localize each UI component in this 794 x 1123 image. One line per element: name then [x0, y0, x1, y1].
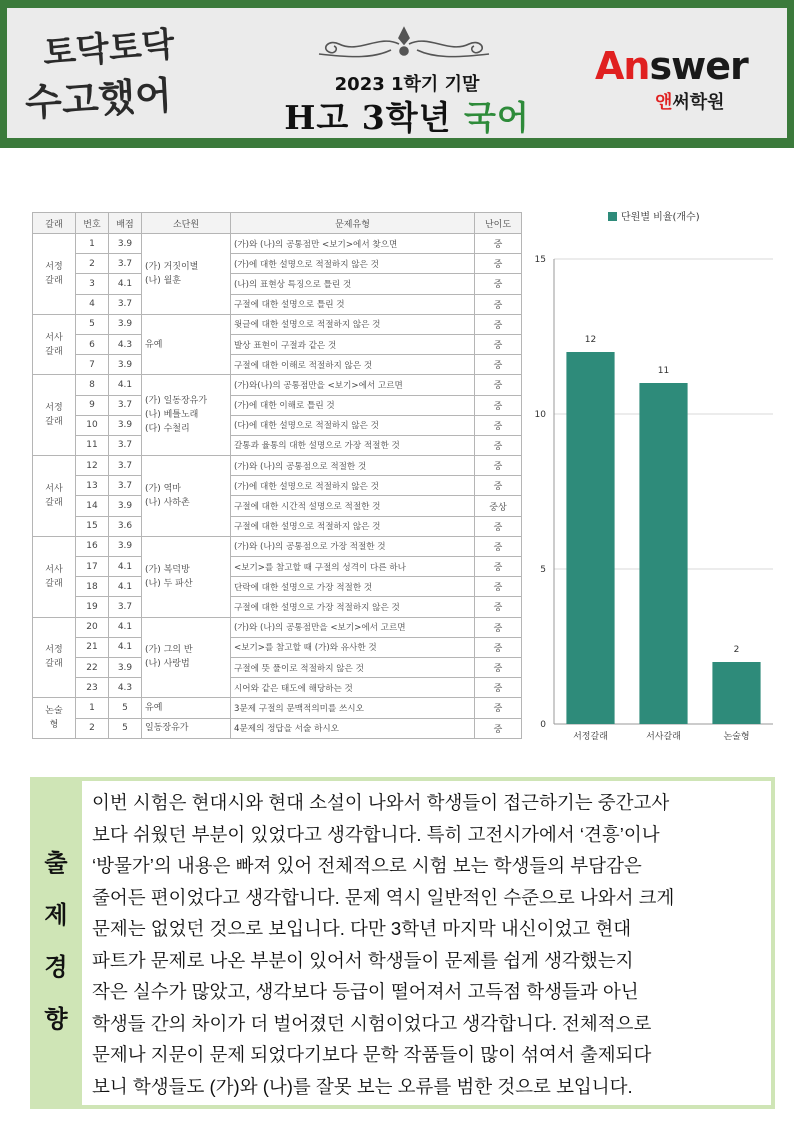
number-cell: 12: [76, 456, 109, 476]
col-genre: 갈래: [33, 213, 76, 234]
x-tick-label: 서정갈래: [573, 732, 608, 742]
exam-title-main: H고 3학년: [284, 98, 452, 137]
unit-text: (나) 베틀노래: [145, 410, 199, 421]
analysis-label-char: 출: [44, 849, 68, 877]
score-cell: 4.3: [109, 334, 142, 354]
number-cell: 23: [76, 678, 109, 698]
unit-text: (가) 거짓이별: [145, 261, 199, 272]
question-type-cell: 발상 표현이 구절과 같은 것: [231, 334, 475, 354]
genre-text: 서사: [45, 483, 63, 494]
table-body: [33, 234, 522, 739]
table-row: [33, 415, 522, 435]
difficulty-cell: 중: [475, 637, 522, 657]
score-cell: 4.1: [109, 617, 142, 637]
difficulty-cell: 중: [475, 435, 522, 455]
answer-logo: [595, 44, 775, 88]
difficulty-cell: 중: [475, 234, 522, 254]
question-type-cell: 4문제의 정답을 서술 하시오: [231, 718, 475, 738]
exam-subtitle: 2023 1학기 기말: [334, 74, 480, 95]
question-type-cell: (가)에 대한 이해로 틀린 것: [231, 395, 475, 415]
question-type-cell: (가)에 대한 설명으로 적절하지 않은 것: [231, 254, 475, 274]
unit-cell: [142, 375, 231, 456]
number-cell: 15: [76, 516, 109, 536]
unit-text: (가) 역마: [145, 483, 181, 494]
genre-text: 서정: [45, 403, 63, 414]
number-cell: 6: [76, 334, 109, 354]
difficulty-cell: 중: [475, 657, 522, 677]
ornament-icon: [299, 24, 509, 64]
number-cell: 4: [76, 294, 109, 314]
number-cell: 19: [76, 597, 109, 617]
question-type-cell: 시어와 같은 태도에 해당하는 것: [231, 678, 475, 698]
genre-cell: [33, 698, 76, 738]
score-cell: 3.9: [109, 355, 142, 375]
genre-text: 서정: [45, 261, 63, 272]
genre-cell: [33, 375, 76, 456]
exam-title: [247, 92, 567, 139]
number-cell: 1: [76, 698, 109, 718]
score-cell: 5: [109, 718, 142, 738]
score-cell: 4.1: [109, 637, 142, 657]
question-type-cell: 갈통과 율통의 대한 설명으로 가장 적절한 것: [231, 435, 475, 455]
slogan-line-2: 수고했어: [23, 72, 173, 125]
table-row: [33, 496, 522, 516]
unit-text: (나) 사랑법: [145, 659, 190, 670]
difficulty-cell: 중: [475, 415, 522, 435]
difficulty-cell: 중: [475, 597, 522, 617]
genre-text: 갈래: [45, 659, 63, 670]
difficulty-cell: 중: [475, 314, 522, 334]
unit-cell: [142, 234, 231, 315]
question-type-cell: 구절에 대한 이해로 적절하지 않은 것: [231, 355, 475, 375]
score-cell: 3.7: [109, 254, 142, 274]
score-cell: 3.9: [109, 314, 142, 334]
score-cell: 3.7: [109, 476, 142, 496]
score-cell: 3.9: [109, 415, 142, 435]
genre-text: 갈래: [45, 275, 63, 286]
bar: [639, 383, 687, 724]
number-cell: 2: [76, 718, 109, 738]
difficulty-cell: 중상: [475, 496, 522, 516]
genre-cell: [33, 617, 76, 698]
exam-subject: 국어: [464, 98, 530, 137]
score-cell: 3.9: [109, 496, 142, 516]
question-type-cell: 단락에 대한 설명으로 가장 적절한 것: [231, 577, 475, 597]
unit-text: (가) 그의 반: [145, 645, 193, 656]
slogan-line-1: 토닥토닥: [41, 24, 176, 74]
number-cell: 1: [76, 234, 109, 254]
question-type-cell: (가)와 (나)의 공통점만을 <보기>에서 고르면: [231, 617, 475, 637]
difficulty-cell: 중: [475, 334, 522, 354]
number-cell: 22: [76, 657, 109, 677]
x-tick-label: 논술형: [723, 732, 750, 742]
unit-text: (나) 월훈: [145, 275, 181, 286]
question-type-cell: (가)와 (나)의 공통점만 <보기>에서 찾으면: [231, 234, 475, 254]
score-cell: 5: [109, 698, 142, 718]
difficulty-cell: 중: [475, 476, 522, 496]
question-type-cell: (가)와(나)의 공통점만을 <보기>에서 고르면: [231, 375, 475, 395]
difficulty-cell: 중: [475, 536, 522, 556]
data-label: 11: [657, 366, 670, 376]
bar-chart-svg: [528, 205, 778, 750]
number-cell: 9: [76, 395, 109, 415]
genre-cell: [33, 314, 76, 375]
analysis-line: ‘방물가’의 내용은 빠져 있어 전체적으로 시험 보는 학생들의 부담감은: [92, 855, 642, 876]
academy-name-dark: 써: [672, 92, 690, 113]
question-type-cell: <보기>를 참고할 때 (가)와 유사한 것: [231, 637, 475, 657]
table-row: [33, 577, 522, 597]
score-cell: 3.7: [109, 597, 142, 617]
number-cell: 17: [76, 557, 109, 577]
table-row: [33, 476, 522, 496]
analysis-line: 문제는 없었던 것으로 보입니다. 다만 3학년 마지막 내신이었고 현대: [92, 918, 632, 939]
number-cell: 2: [76, 254, 109, 274]
table-row: [33, 274, 522, 294]
difficulty-cell: 중: [475, 294, 522, 314]
table-row: [33, 375, 522, 395]
score-cell: 4.1: [109, 557, 142, 577]
genre-text: 갈래: [45, 417, 63, 428]
col-score: 배점: [109, 213, 142, 234]
number-cell: 13: [76, 476, 109, 496]
difficulty-cell: 중: [475, 698, 522, 718]
table-row: [33, 294, 522, 314]
table-row: [33, 456, 522, 476]
table-row: [33, 334, 522, 354]
analysis-text: [82, 781, 771, 1105]
difficulty-cell: 중: [475, 274, 522, 294]
score-cell: 4.3: [109, 678, 142, 698]
difficulty-cell: 중: [475, 375, 522, 395]
number-cell: 16: [76, 536, 109, 556]
table-row: [33, 657, 522, 677]
table-row: [33, 678, 522, 698]
difficulty-cell: 중: [475, 678, 522, 698]
table-row: [33, 435, 522, 455]
analysis-line: 줄어든 편이었다고 생각합니다. 문제 역시 일반적인 수준으로 나와서 크게: [92, 886, 675, 908]
table-row: [33, 718, 522, 738]
unit-text: (가) 일동장유가: [145, 396, 208, 407]
number-cell: 18: [76, 577, 109, 597]
genre-text: 갈래: [45, 578, 63, 589]
number-cell: 21: [76, 637, 109, 657]
score-cell: 4.1: [109, 274, 142, 294]
question-table: [32, 212, 522, 739]
unit-text: 유예: [145, 339, 163, 350]
question-type-cell: 구절에 대한 설명으로 적절하지 않은 것: [231, 516, 475, 536]
number-cell: 5: [76, 314, 109, 334]
difficulty-cell: 중: [475, 617, 522, 637]
score-cell: 3.9: [109, 657, 142, 677]
question-type-cell: <보기>를 참고할 때 구절의 성격이 다른 하나: [231, 557, 475, 577]
y-tick-label: 0: [540, 720, 546, 730]
analysis-line: 문제나 지문이 문제 되었다기보다 문학 작품들이 많이 섞여서 출제되다: [92, 1044, 652, 1065]
unit-text: (다) 수철리: [145, 424, 190, 435]
analysis-line: 학생들 간의 차이가 더 벌어졌던 시험이었다고 생각합니다. 전체적으로: [92, 1012, 652, 1034]
score-cell: 3.9: [109, 536, 142, 556]
academy-name-red: 앤: [655, 92, 673, 113]
table-row: [33, 637, 522, 657]
question-type-cell: (나)의 표현상 특징으로 틀린 것: [231, 274, 475, 294]
unit-text: (나) 사하촌: [145, 497, 190, 508]
score-cell: 4.1: [109, 375, 142, 395]
unit-cell: [142, 314, 231, 375]
analysis-label: [30, 837, 82, 1045]
col-difficulty: 난이도: [475, 213, 522, 234]
col-unit: 소단원: [142, 213, 231, 234]
unit-cell: 일동장유가: [142, 718, 231, 738]
table-row: [33, 597, 522, 617]
unit-cell: [142, 617, 231, 698]
bar: [566, 352, 614, 724]
number-cell: 8: [76, 375, 109, 395]
table-row: [33, 355, 522, 375]
question-type-cell: 구절에 대한 시간적 설명으로 적절한 것: [231, 496, 475, 516]
genre-cell: [33, 234, 76, 315]
question-type-cell: (다)에 대한 설명으로 적절하지 않은 것: [231, 415, 475, 435]
legend-swatch: [608, 212, 617, 221]
genre-text: 서사: [45, 332, 63, 343]
data-label: 12: [584, 335, 597, 345]
header-banner: [0, 0, 794, 148]
analysis-line: 이번 시험은 현대시와 현대 소설이 나와서 학생들이 접근하기는 중간고사: [92, 792, 670, 813]
question-type-cell: (가)와 (나)의 공통점으로 적절한 것: [231, 456, 475, 476]
logo-an: An: [595, 44, 650, 88]
score-cell: 3.6: [109, 516, 142, 536]
question-type-cell: 구절에 대한 설명으로 가장 적절하지 않은 것: [231, 597, 475, 617]
unit-text: (가) 복덕방: [145, 564, 190, 575]
number-cell: 11: [76, 435, 109, 455]
genre-text: 형: [49, 720, 59, 730]
difficulty-cell: 중: [475, 557, 522, 577]
genre-text: 갈래: [45, 497, 63, 508]
score-cell: 3.7: [109, 294, 142, 314]
unit-text: (나) 두 파산: [145, 578, 193, 589]
question-type-cell: (가)에 대한 설명으로 적절하지 않은 것: [231, 476, 475, 496]
score-cell: 4.1: [109, 577, 142, 597]
difficulty-cell: 중: [475, 577, 522, 597]
score-cell: 3.9: [109, 234, 142, 254]
data-label: 2: [733, 645, 740, 655]
difficulty-cell: 중: [475, 254, 522, 274]
col-number: 번호: [76, 213, 109, 234]
genre-text: 갈래: [45, 346, 63, 357]
analysis-line: 파트가 문제로 나온 부분이 있어서 학생들이 문제를 쉽게 생각했는지: [92, 949, 634, 971]
y-tick-label: 10: [534, 410, 546, 420]
number-cell: 14: [76, 496, 109, 516]
number-cell: 10: [76, 415, 109, 435]
unit-cell: [142, 536, 231, 617]
y-tick-label: 5: [540, 565, 546, 575]
number-cell: 7: [76, 355, 109, 375]
score-cell: 3.7: [109, 395, 142, 415]
academy-name: [655, 88, 725, 114]
table-row: [33, 516, 522, 536]
difficulty-cell: 중: [475, 456, 522, 476]
legend-label: 단원별 비율(개수): [621, 212, 700, 223]
table-row: [33, 234, 522, 254]
analysis-label-char: 경: [44, 953, 68, 981]
difficulty-cell: 중: [475, 718, 522, 738]
genre-text: 논술: [45, 706, 63, 716]
genre-cell: [33, 456, 76, 537]
logo-swer: swer: [649, 44, 748, 88]
difficulty-cell: 중: [475, 355, 522, 375]
score-cell: 3.7: [109, 435, 142, 455]
question-type-cell: 윗글에 대한 설명으로 적절하지 않은 것: [231, 314, 475, 334]
difficulty-cell: 중: [475, 395, 522, 415]
table-row: [33, 395, 522, 415]
unit-cell: [142, 456, 231, 537]
slogan-calligraphy: [25, 24, 175, 124]
genre-text: 서사: [45, 564, 63, 575]
x-tick-label: 서사갈래: [646, 732, 681, 742]
table-header-row: [33, 213, 522, 234]
analysis-label-char: 제: [44, 901, 68, 929]
table-row: [33, 254, 522, 274]
table-row: [33, 314, 522, 334]
exam-analysis-box: [30, 777, 775, 1109]
score-cell: 3.7: [109, 456, 142, 476]
unit-cell: 유예: [142, 698, 231, 718]
unit-ratio-chart: [528, 205, 778, 750]
number-cell: 3: [76, 274, 109, 294]
academy-name-end: 학원: [689, 92, 725, 113]
analysis-label-char: 향: [44, 1005, 68, 1033]
header-panel: [7, 8, 787, 138]
question-type-cell: (가)와 (나)의 공통점으로 가장 적절한 것: [231, 536, 475, 556]
number-cell: 20: [76, 617, 109, 637]
y-tick-label: 15: [534, 255, 546, 265]
analysis-line: 보다 쉬웠던 부분이 있었다고 생각합니다. 특히 고전시가에서 ‘견흥’이나: [92, 823, 660, 845]
difficulty-cell: 중: [475, 516, 522, 536]
table-row: [33, 617, 522, 637]
question-type-cell: 3문제 구절의 문맥적의미를 쓰시오: [231, 698, 475, 718]
table-row: [33, 536, 522, 556]
genre-cell: [33, 536, 76, 617]
table-row: [33, 698, 522, 718]
genre-text: 서정: [45, 645, 63, 656]
col-question-type: 문제유형: [231, 213, 475, 234]
question-type-cell: 구절에 대한 설명으로 틀린 것: [231, 294, 475, 314]
question-type-cell: 구절에 뜻 풀이로 적절하지 않은 것: [231, 657, 475, 677]
analysis-line: 작은 실수가 많았고, 생각보다 등급이 떨어져서 고득점 학생들과 아닌: [92, 981, 639, 1002]
bar: [712, 662, 760, 724]
table-row: [33, 557, 522, 577]
analysis-line: 보니 학생들도 (가)와 (나)를 잘못 보는 오류를 범한 것으로 보입니다.: [92, 1075, 633, 1097]
